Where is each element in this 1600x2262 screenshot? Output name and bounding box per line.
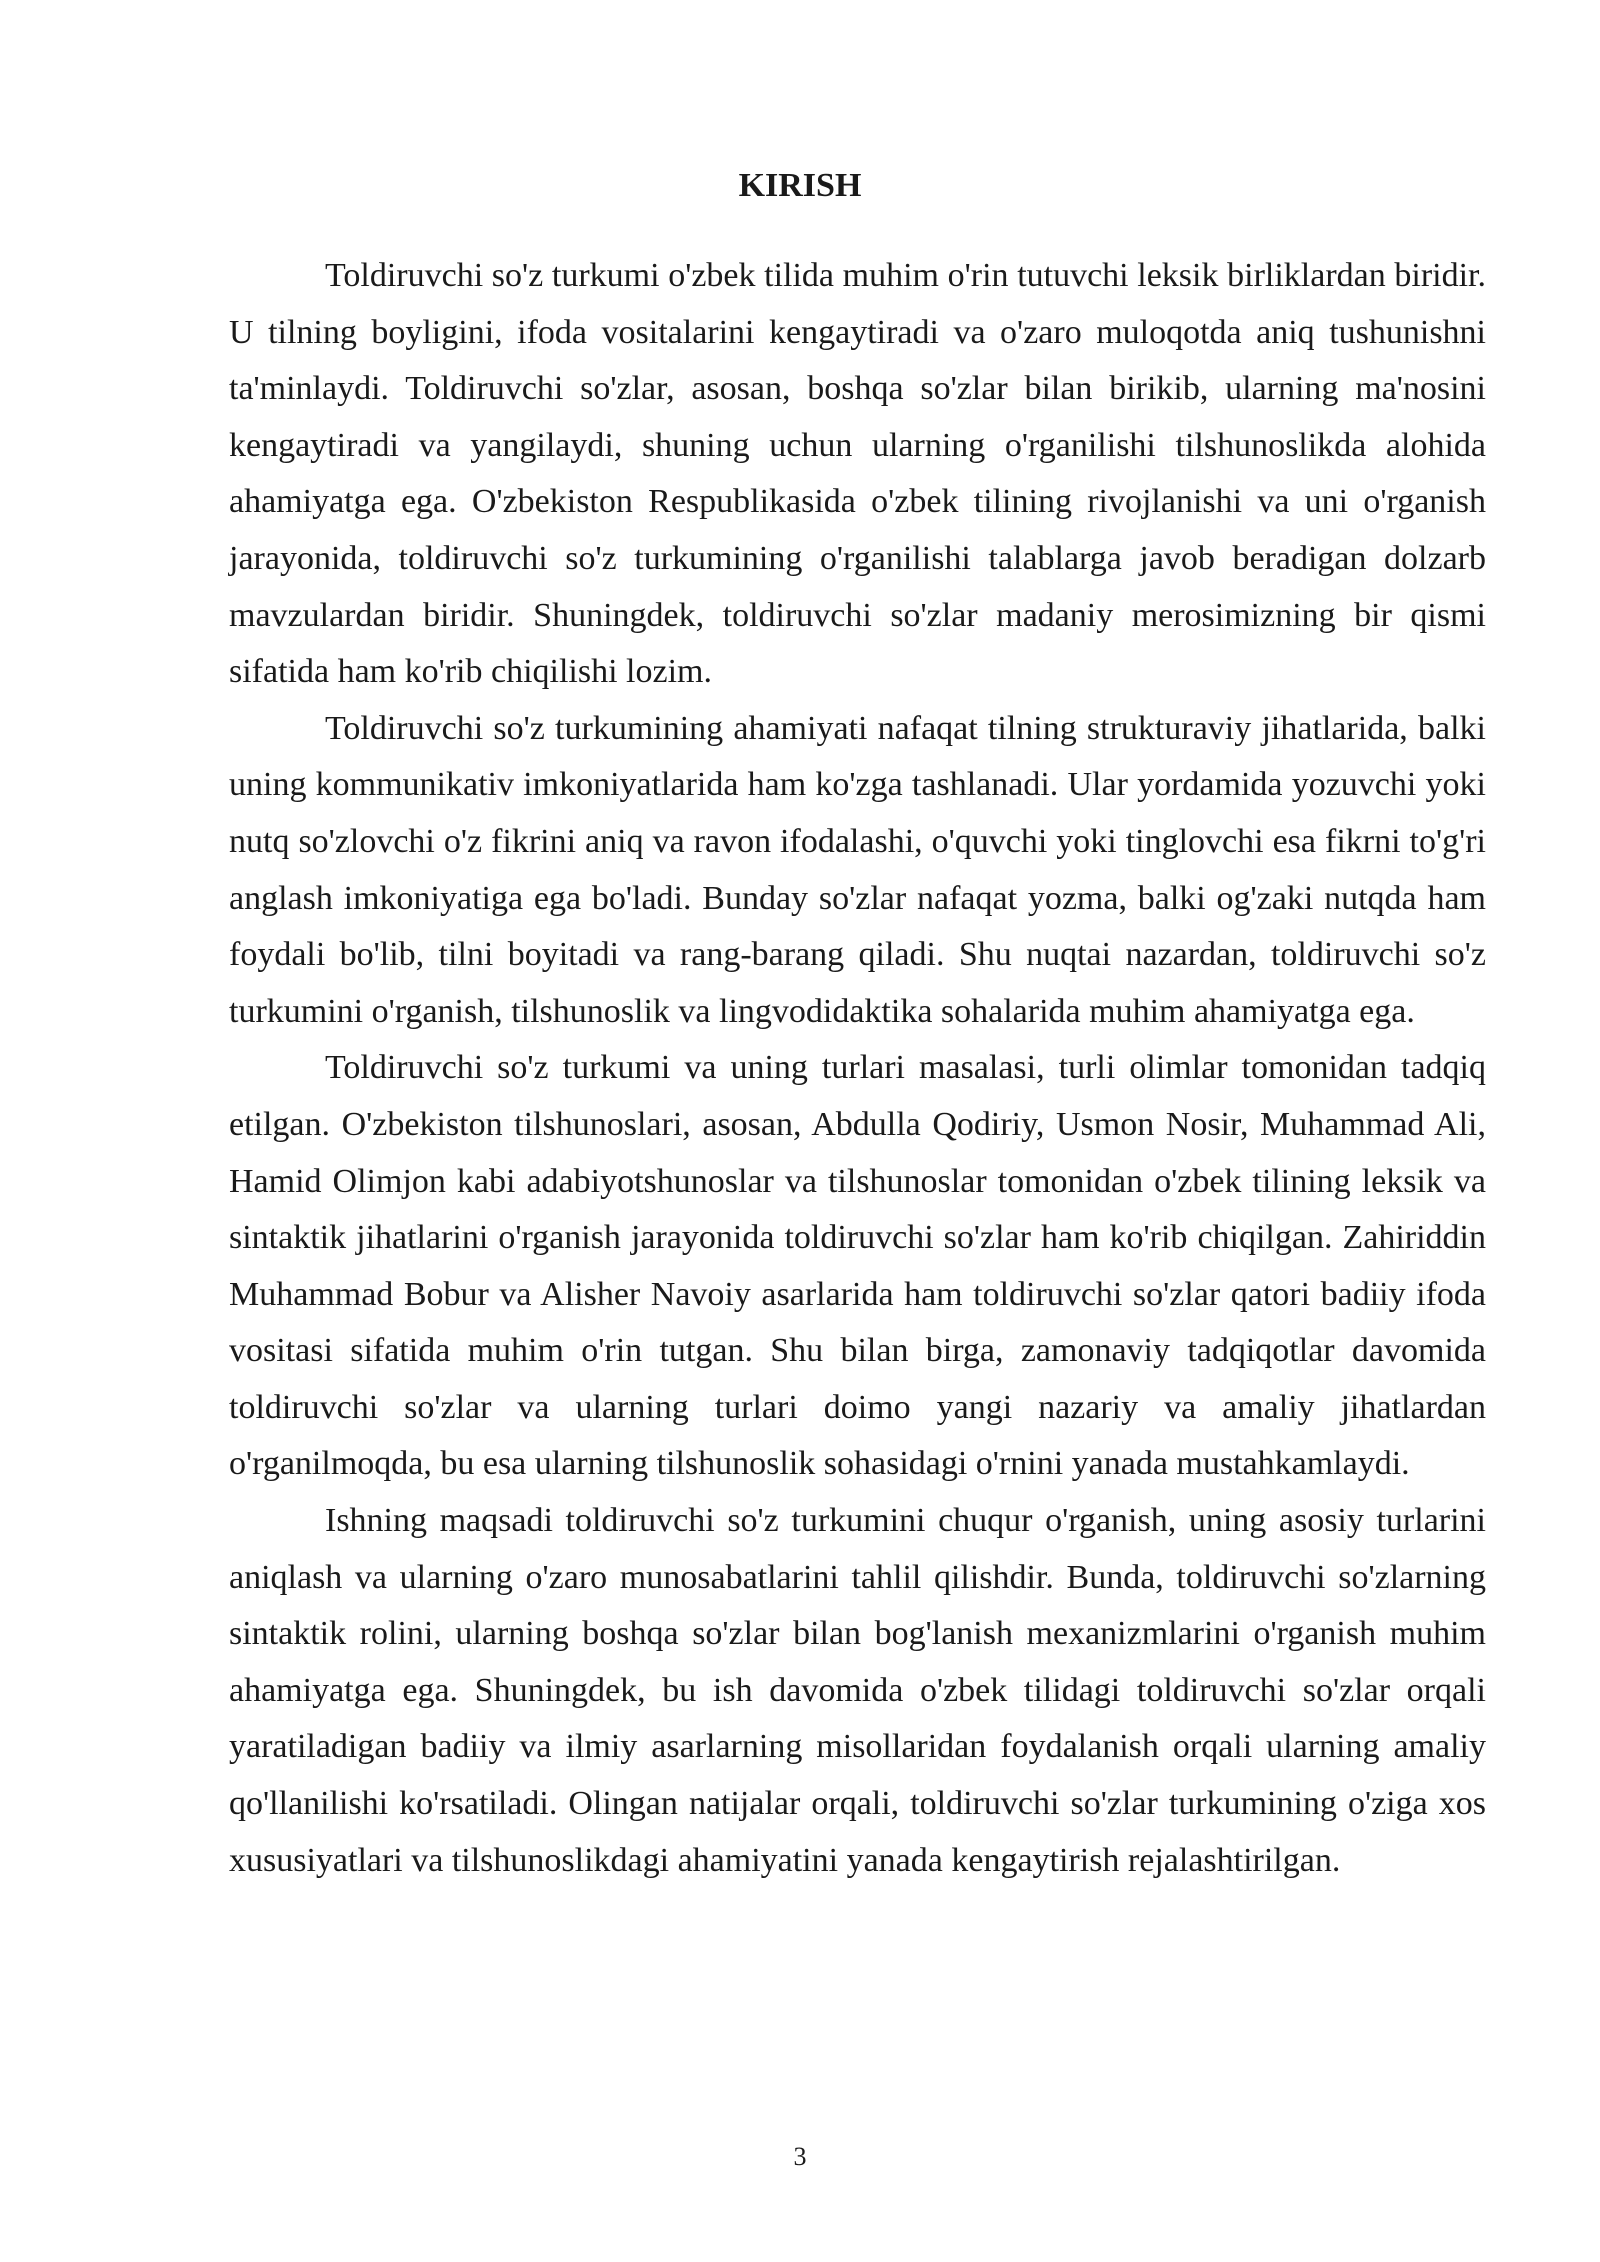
paragraph-2: Toldiruvchi so'z turkumining ahamiyati nafaqat tilning strukturaviy jihatlarida, balki uning kommunikativ imkoniyatlarida ham ko'zga tashlanadi. Ular yordamida yozuvchi yoki nutq so'zlovchi o'z fikrini aniq va ravon ifodalashi, o'quvchi yoki tinglovchi esa fikrni to'g'ri anglash imkoniyatiga ega bo'ladi. Bunday so'zlar nafaqat yozma, balki og'zaki nutqda ham foydali bo'lib, tilni boyitadi va rang-barang qiladi. Shu nuqtai nazardan, toldiruvchi so'z turkumini o'rganish, tilshunoslik va lingvodidaktika sohalarida muhim ahamiyatga ega. (229, 709, 1486, 1030)
page-number: 3 (793, 2142, 807, 2171)
paragraph-1: Toldiruvchi so'z turkumi o'zbek tilida muhim o'rin tutuvchi leksik birliklardan biridir. U tilning boyligini, ifoda vositalarini kengaytiradi va o'zaro muloqotda aniq tushunishni ta'minlaydi. Toldiruvchi so'zlar, asosan, boshqa so'zlar bilan birikib, ularning ma'nosini kengaytiradi va yangilaydi, shuning uchun ularning o'rganilishi tilshunoslikda alohida ahamiyatga ega. O'zbekiston Respublikasida o'zbek tilining rivojlanishi va uni o'rganish jarayonida, toldiruvchi so'z turkumining o'rganilishi talablarga javob beradigan dolzarb mavzulardan biridir. Shuningdek, toldiruvchi so'zlar madaniy merosimizning bir qismi sifatida ham ko'rib chiqilishi lozim. (229, 257, 1486, 691)
section-title: KIRISH (738, 167, 862, 204)
paragraph-3: Toldiruvchi so'z turkumi va uning turlari masalasi, turli olimlar tomonidan tadqiq etilgan. O'zbekiston tilshunoslari, asosan, Abdulla Qodiriy, Usmon Nosir, Muhammad Ali, Hamid Olimjon kabi adabiyotshunoslar va tilshunoslar tomonidan o'zbek tilining leksik va sintaktik jihatlarini o'rganish jarayonida toldiruvchi so'zlar ham ko'rib chiqilgan. Zahiriddin Muhammad Bobur va Alisher Navoiy asarlarida ham toldiruvchi so'zlar qatori badiiy ifoda vositasi sifatida muhim o'rin tutgan. Shu bilan birga, zamonaviy tadqiqotlar davomida toldiruvchi so'zlar va ularning turlari doimo yangi nazariy va amaliy jihatlardan o'rganilmoqda, bu esa ularning tilshunoslik sohasidagi o'rnini yanada mustahkamlaydi. (229, 1049, 1486, 1483)
paragraph-4: Ishning maqsadi toldiruvchi so'z turkumini chuqur o'rganish, uning asosiy turlarini aniqlash va ularning o'zaro munosabatlarini tahlil qilishdir. Bunda, toldiruvchi so'zlarning sintaktik rolini, ularning boshqa so'zlar bilan bog'lanish mexanizmlarini o'rganish muhim ahamiyatga ega. Shuningdek, bu ish davomida o'zbek tilidagi toldiruvchi so'zlar orqali yaratiladigan badiiy va ilmiy asarlarning misollaridan foydalanish orqali ularning amaliy qo'llanilishi ko'rsatiladi. Olingan natijalar orqali, toldiruvchi so'zlar turkumining o'ziga xos xususiyatlari va tilshunoslikdagi ahamiyatini yanada kengaytirish rejalashtirilgan. (229, 1502, 1486, 1879)
body-text (229, 248, 1486, 1889)
